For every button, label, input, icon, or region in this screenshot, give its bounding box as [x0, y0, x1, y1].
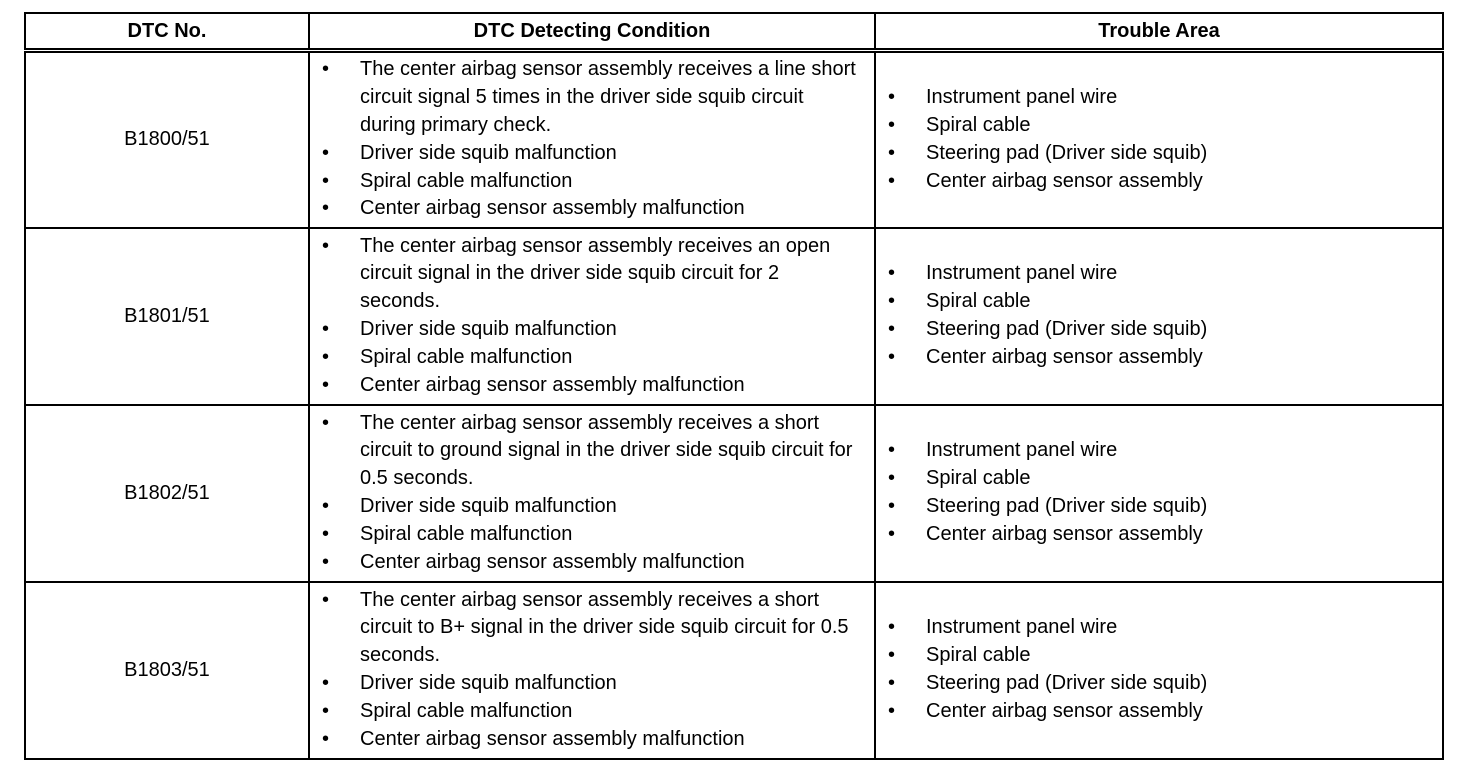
condition-text: Center airbag sensor assembly malfunction	[360, 197, 745, 220]
condition-cell	[309, 228, 875, 405]
condition-text: Spiral cable malfunction	[360, 345, 573, 368]
header-dtc-no: DTC No.	[25, 13, 309, 51]
bullet-icon: •	[888, 290, 896, 313]
trouble-area-text: Spiral cable	[926, 644, 1031, 667]
header-detecting-condition: DTC Detecting Condition	[309, 13, 875, 51]
trouble-area-text: Center airbag sensor assembly	[926, 345, 1203, 368]
condition-item	[310, 698, 874, 726]
trouble-area-item	[876, 260, 1442, 288]
condition-text: Spiral cable malfunction	[360, 169, 573, 192]
condition-item	[310, 316, 874, 344]
bullet-icon: •	[888, 439, 896, 462]
condition-item	[310, 56, 874, 139]
bullet-icon: •	[888, 467, 896, 490]
dtc-code: B1803/51	[25, 582, 309, 759]
bullet-icon: •	[888, 616, 896, 639]
trouble-area-text: Steering pad (Driver side squib)	[926, 141, 1208, 164]
trouble-area-cell	[875, 51, 1443, 228]
table-body	[25, 51, 1443, 759]
trouble-area-item	[876, 288, 1442, 316]
condition-text: The center airbag sensor assembly receives a short circuit to B+ signal in the driver side squib circuit for 0.5 seconds.	[360, 588, 849, 667]
header-row	[25, 13, 1443, 51]
trouble-area-item	[876, 344, 1442, 372]
condition-cell	[309, 51, 875, 228]
condition-text: Driver side squib malfunction	[360, 318, 617, 340]
condition-list	[310, 233, 874, 400]
dtc-code: B1800/51	[25, 51, 309, 228]
condition-text: Spiral cable malfunction	[360, 699, 573, 722]
trouble-area-item	[876, 493, 1442, 521]
dtc-code: B1802/51	[25, 405, 309, 582]
trouble-area-list	[876, 614, 1442, 725]
trouble-area-item	[876, 84, 1442, 112]
trouble-area-text: Center airbag sensor assembly	[926, 169, 1203, 192]
condition-item	[310, 521, 874, 549]
condition-item	[310, 195, 874, 223]
bullet-icon: •	[322, 141, 330, 164]
trouble-area-text: Center airbag sensor assembly	[926, 699, 1203, 722]
condition-item	[310, 168, 874, 196]
trouble-area-item	[876, 465, 1442, 493]
trouble-area-list	[876, 260, 1442, 371]
condition-text: Driver side squib malfunction	[360, 141, 617, 164]
trouble-area-cell	[875, 228, 1443, 405]
condition-item	[310, 587, 874, 670]
bullet-icon: •	[322, 411, 330, 434]
trouble-area-item	[876, 521, 1442, 549]
trouble-area-item	[876, 698, 1442, 726]
bullet-icon: •	[322, 699, 330, 722]
bullet-icon: •	[322, 169, 330, 192]
trouble-area-text: Instrument panel wire	[926, 86, 1118, 109]
trouble-area-list	[876, 437, 1442, 548]
condition-text: Center airbag sensor assembly malfunction	[360, 550, 745, 573]
trouble-area-text: Instrument panel wire	[926, 262, 1118, 285]
condition-item	[310, 670, 874, 698]
condition-list	[310, 587, 874, 754]
table-row	[25, 228, 1443, 405]
bullet-icon: •	[888, 672, 896, 694]
condition-cell	[309, 582, 875, 759]
header-trouble-area: Trouble Area	[875, 13, 1443, 51]
trouble-area-text: Spiral cable	[926, 113, 1031, 136]
condition-text: Driver side squib malfunction	[360, 495, 617, 517]
bullet-icon: •	[888, 699, 896, 722]
condition-text: Driver side squib malfunction	[360, 672, 617, 694]
bullet-icon: •	[322, 318, 330, 340]
bullet-icon: •	[322, 672, 330, 694]
trouble-area-text: Spiral cable	[926, 467, 1031, 490]
trouble-area-item	[876, 437, 1442, 465]
condition-text: Spiral cable malfunction	[360, 522, 573, 545]
trouble-area-item	[876, 642, 1442, 670]
condition-item	[310, 410, 874, 493]
trouble-area-item	[876, 168, 1442, 196]
trouble-area-item	[876, 670, 1442, 698]
trouble-area-text: Steering pad (Driver side squib)	[926, 495, 1208, 517]
bullet-icon: •	[322, 727, 330, 750]
bullet-icon: •	[888, 113, 896, 136]
bullet-icon: •	[322, 522, 330, 545]
condition-item	[310, 726, 874, 754]
condition-item	[310, 372, 874, 400]
bullet-icon: •	[322, 495, 330, 517]
table-row	[25, 51, 1443, 228]
condition-item	[310, 233, 874, 316]
bullet-icon: •	[322, 373, 330, 396]
bullet-icon: •	[888, 318, 896, 340]
trouble-area-list	[876, 84, 1442, 195]
trouble-area-text: Steering pad (Driver side squib)	[926, 318, 1208, 340]
dtc-table	[24, 12, 1444, 760]
trouble-area-text: Steering pad (Driver side squib)	[926, 672, 1208, 694]
condition-list	[310, 410, 874, 577]
condition-text: The center airbag sensor assembly receives a short circuit to ground signal in the driver side squib circuit for 0.5 seconds.	[360, 411, 853, 490]
trouble-area-item	[876, 140, 1442, 168]
condition-item	[310, 549, 874, 577]
bullet-icon: •	[888, 262, 896, 285]
bullet-icon: •	[322, 345, 330, 368]
bullet-icon: •	[322, 197, 330, 220]
condition-text: The center airbag sensor assembly receives a line short circuit signal 5 times in the driver side squib circuit during primary check.	[360, 58, 856, 136]
table-header	[25, 13, 1443, 51]
trouble-area-text: Center airbag sensor assembly	[926, 522, 1203, 545]
bullet-icon: •	[888, 86, 896, 109]
condition-text: Center airbag sensor assembly malfunction	[360, 727, 745, 750]
bullet-icon: •	[888, 522, 896, 545]
bullet-icon: •	[322, 58, 330, 81]
dtc-code: B1801/51	[25, 228, 309, 405]
condition-item	[310, 344, 874, 372]
trouble-area-item	[876, 614, 1442, 642]
table-row	[25, 405, 1443, 582]
condition-item	[310, 493, 874, 521]
trouble-area-cell	[875, 582, 1443, 759]
trouble-area-text: Instrument panel wire	[926, 439, 1118, 462]
trouble-area-text: Instrument panel wire	[926, 616, 1118, 639]
bullet-icon: •	[888, 141, 896, 164]
bullet-icon: •	[322, 588, 330, 611]
condition-cell	[309, 405, 875, 582]
bullet-icon: •	[888, 345, 896, 368]
trouble-area-item	[876, 316, 1442, 344]
condition-list	[310, 56, 874, 223]
trouble-area-text: Spiral cable	[926, 290, 1031, 313]
condition-text: The center airbag sensor assembly receives an open circuit signal in the driver side squib circuit for 2 seconds.	[360, 234, 831, 313]
condition-item	[310, 140, 874, 168]
table-row	[25, 582, 1443, 759]
bullet-icon: •	[888, 169, 896, 192]
trouble-area-item	[876, 112, 1442, 140]
bullet-icon: •	[888, 495, 896, 517]
condition-text: Center airbag sensor assembly malfunction	[360, 373, 745, 396]
bullet-icon: •	[322, 550, 330, 573]
trouble-area-cell	[875, 405, 1443, 582]
bullet-icon: •	[322, 234, 330, 257]
bullet-icon: •	[888, 644, 896, 667]
